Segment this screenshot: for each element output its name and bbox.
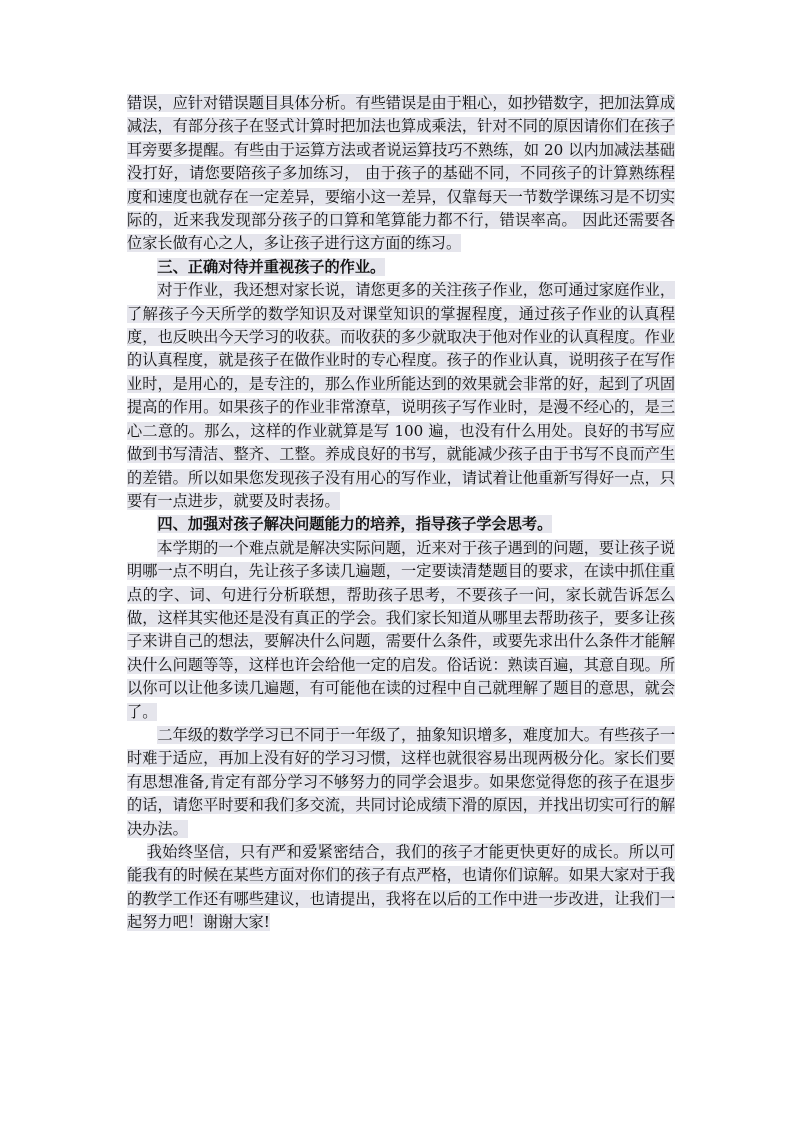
heading-text: 四、加强对孩子解决问题能力的培养，指导孩子学会思考。 xyxy=(157,515,553,534)
paragraph-text: 二年级的数学学习已不同于一年级了，抽象知识增多，难度加大。有些孩子一时难于适应，再加上没有好的学习习惯，这样也就很容易出现两极分化。家长们要有思想准备,肯定有部分学习不够努力的同学会退步。如果您觉得您的孩子在退步的话，请您平时要和我们多交流，共同讨论成绩下滑的原因，并找出切实可行的解决办法。 xyxy=(127,725,675,838)
paragraph-text: 错误，应针对错误题目具体分析。有些错误是由于粗心，如抄错数字，把加法算成减法，有部分孩子在竖式计算时把加法也算成乘法，针对不同的原因请你们在孩子耳旁要多提醒。有些由于运算方法或者说运算技巧不熟练，如 20 以内加减法基础没打好，请您要陪孩子多加练习， 由于孩子的基础不同，不同孩子的计算熟练程度和速度也就存在一定差异，要缩小这一差异，仅靠每天一节数学课练习是不切实际的，近来我发现部分孩子的口算和笔算能力都不行，错误率高。 因此还需要各位家长做有心之人，多让孩子进行这方面的练习。 xyxy=(127,94,675,253)
paragraph-text: 对于作业，我还想对家长说，请您更多的关注孩子作业，您可通过家庭作业，了解孩子今天所学的数学知识及对课堂知识的掌握程度，通过孩子作业的认真程度，也反映出今天学习的收获。而收获的多少就取决于他对作业的认真程度。作业的认真程度，就是孩子在做作业时的专心程度。孩子的作业认真，说明孩子在写作业时，是用心的，是专注的，那么作业所能达到的效果就会非常的好，起到了巩固提高的作用。如果孩子的作业非常潦草，说明孩子写作业时，是漫不经心的，是三心二意的。那么，这样的作业就算是写 100 遍，也没有什么用处。良好的书写应做到书写清洁、整齐、工整。养成良好的书写，就能减少孩子由于书写不良而产生的差错。所以如果您发现孩子没有用心的写作业，请试着让他重新写得好一点，只要有一点进步，就要及时表扬。 xyxy=(127,281,675,510)
paragraph-closing xyxy=(127,841,675,935)
paragraph-problem-solving xyxy=(127,537,675,724)
paragraph-grade-two xyxy=(127,724,675,841)
heading-text: 三、正确对待并重视孩子的作业。 xyxy=(157,257,386,276)
paragraph-homework xyxy=(127,279,675,513)
document-body xyxy=(127,92,675,935)
paragraph-text: 我始终坚信，只有严和爱紧密结合，我们的孩子才能更快更好的成长。所以可能我有的时候在某些方面对你们的孩子有点严格，也请你们谅解。如果大家对于我的教学工作还有哪些建议，也请提出，我将在以后的工作中进一步改进，让我们一起努力吧！谢谢大家! xyxy=(127,843,675,932)
paragraph-text: 本学期的一个难点就是解决实际问题，近来对于孩子遇到的问题，要让孩子说明哪一点不明白，先让孩子多读几遍题，一定要读清楚题目的要求，在读中抓住重点的字、词、句进行分析联想，帮助孩子思考，不要孩子一问，家长就告诉怎么做，这样其实他还是没有真正的学会。我们家长知道从哪里去帮助孩子，要多让孩子来讲自己的想法，要解决什么问题，需要什么条件，或要先求出什么条件才能解决什么问题等等，这样也许会给他一定的启发。俗话说：熟读百遍，其意自现。所以你可以让他多读几遍题，有可能他在读的过程中自己就理解了题目的意思，就会了。 xyxy=(127,538,675,721)
section-heading-problem-solving xyxy=(127,513,675,536)
section-heading-homework xyxy=(127,256,675,279)
paragraph-calculation-errors xyxy=(127,92,675,256)
